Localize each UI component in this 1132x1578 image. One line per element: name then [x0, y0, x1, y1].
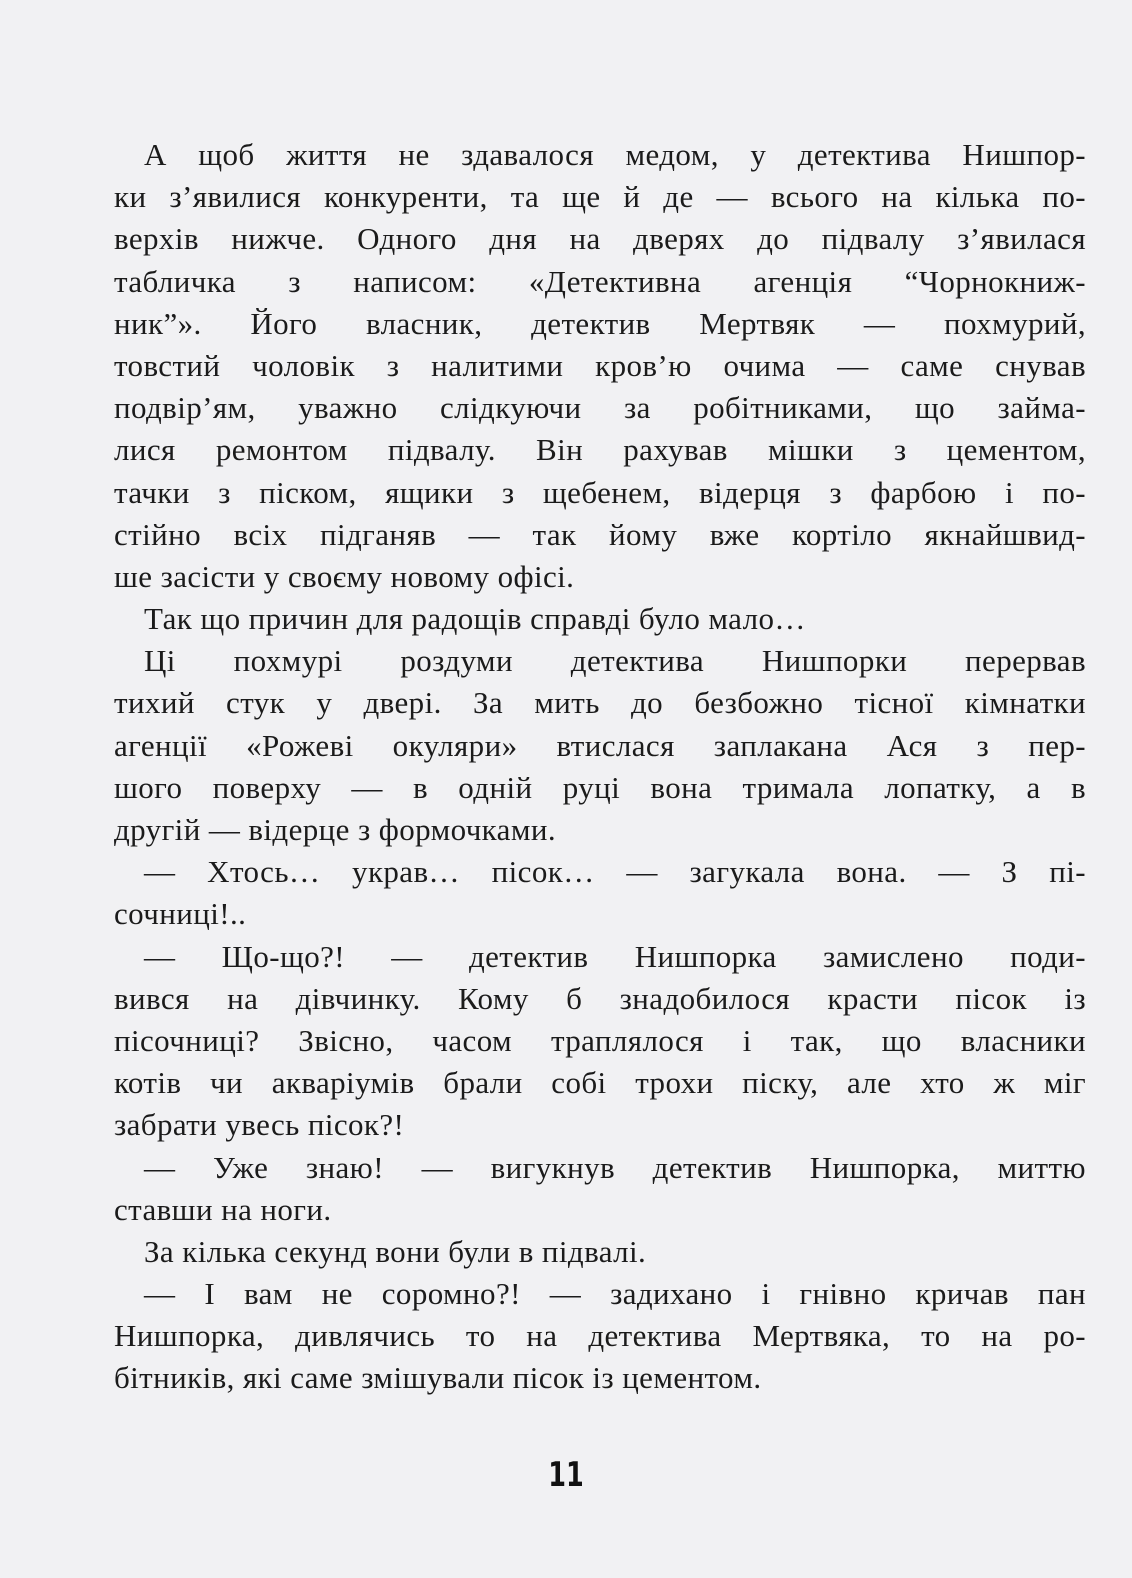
- text-line: котів чи акваріумів брали собі трохи піску, але хто ж міг: [114, 1065, 1086, 1101]
- text-line: За кілька секунд вони були в підвалі.: [144, 1233, 647, 1269]
- text-line: ше засісти у своєму новому офісі.: [114, 558, 575, 594]
- paragraph: [114, 1231, 1086, 1273]
- text-line: — Хтось… украв… пісок… — загукала вона. — З пі-: [144, 854, 1086, 890]
- text-line: лися ремонтом підвалу. Він рахував мішки з цементом,: [114, 432, 1086, 468]
- paragraph: [114, 851, 1086, 935]
- text-line: верхів нижче. Одного дня на дверях до підвалу з’явилася: [114, 221, 1086, 257]
- text-line: Так що причин для радощів справді було мало…: [144, 601, 806, 637]
- paragraph: [114, 936, 1086, 1147]
- paragraph: [114, 134, 1086, 598]
- text-line: ставши на ноги.: [114, 1191, 332, 1227]
- paragraph: [114, 1147, 1086, 1231]
- text-line: ник”». Його власник, детектив Мертвяк — похмурий,: [114, 305, 1086, 341]
- text-line: агенції «Рожеві окуляри» втислася заплакана Ася з пер-: [114, 727, 1086, 763]
- text-line: тачки з піском, ящики з щебенем, відерця з фарбою і по-: [114, 474, 1086, 510]
- text-line: ки з’явилися конкуренти, та ще й де — всього на кілька по-: [114, 179, 1086, 215]
- text-line: пісочниці? Звісно, часом траплялося і так, що власники: [114, 1022, 1086, 1058]
- text-line: тихий стук у двері. За мить до безбожно тісної кімнатки: [114, 685, 1086, 721]
- text-line: — І вам не соромно?! — задихано і гнівно кричав пан: [144, 1276, 1086, 1312]
- text-line: бітників, які саме змішували пісок із цементом.: [114, 1360, 762, 1396]
- text-line: стійно всіх підганяв — так йому вже кортіло якнайшвид-: [114, 516, 1086, 552]
- text-line: А щоб життя не здавалося медом, у детектива Нишпор-: [144, 137, 1086, 172]
- paragraph: [114, 640, 1086, 851]
- text-line: другій — відерце з формочками.: [114, 812, 556, 847]
- page-body: [114, 134, 1086, 1400]
- text-line: — Що-що?! — детектив Нишпорка замислено поди-: [144, 938, 1086, 974]
- text-line: забрати увесь пісок?!: [114, 1107, 405, 1143]
- text-line: подвір’ям, уважно слідкуючи за робітниками, що займа-: [114, 390, 1086, 426]
- text-line: сочниці!..: [114, 896, 247, 932]
- text-line: шого поверху — в одній руці вона тримала лопатку, а в: [114, 769, 1086, 805]
- paragraph: [114, 598, 1086, 640]
- text-line: вився на дівчинку. Кому б знадобилося красти пісок із: [114, 980, 1086, 1016]
- text-line: Ці похмурі роздуми детектива Нишпорки перервав: [144, 643, 1086, 679]
- paragraph: [114, 1273, 1086, 1400]
- text-line: табличка з написом: «Детективна агенція “Чорнокниж-: [114, 263, 1086, 299]
- text-line: товстий чоловік з налитими кров’ю очима — саме снував: [114, 347, 1086, 383]
- text-line: — Уже знаю! — вигукнув детектив Нишпорка, миттю: [144, 1149, 1086, 1185]
- page-number: 11: [548, 1455, 584, 1495]
- text-line: Нишпорка, дивлячись то на детектива Мертвяка, то на ро-: [114, 1318, 1086, 1354]
